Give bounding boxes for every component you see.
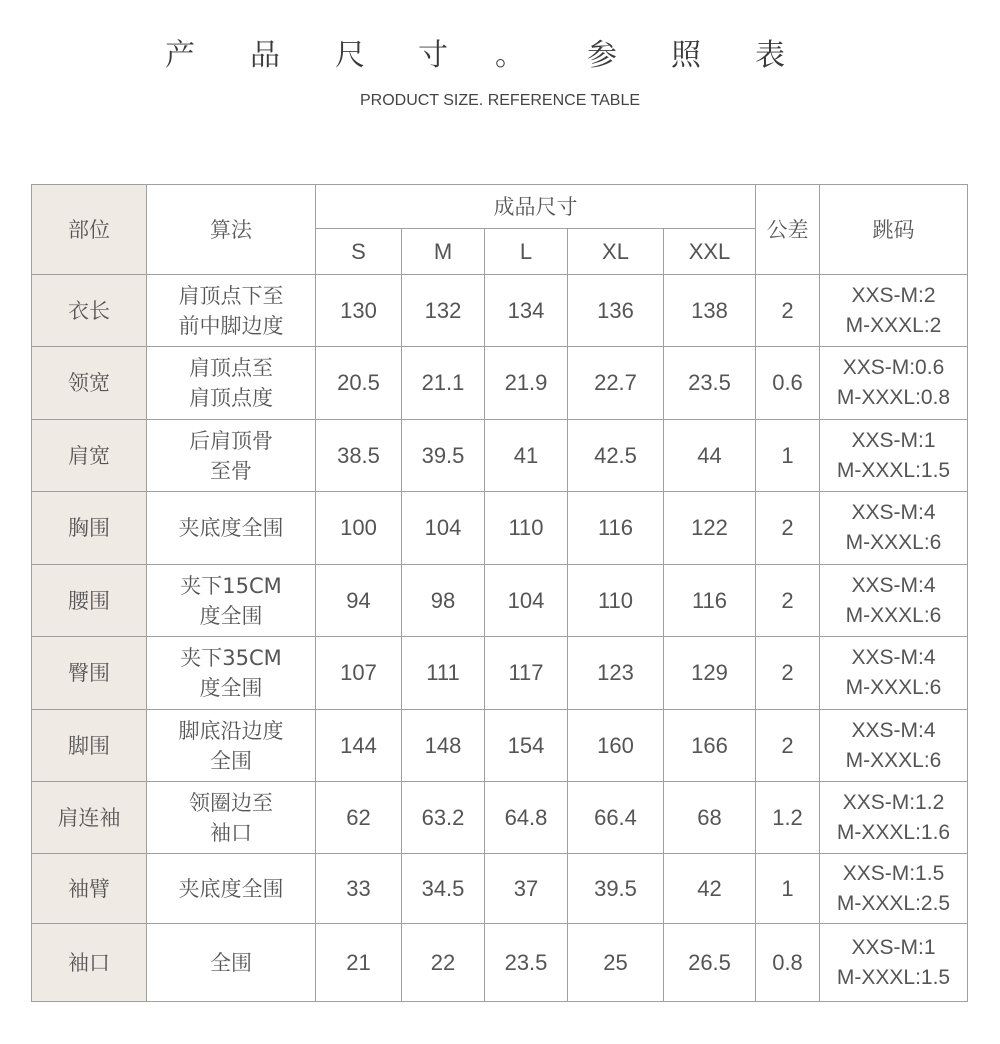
method-line: 夹下35CM bbox=[180, 646, 282, 670]
grading-line: M-XXXL:1.5 bbox=[836, 458, 951, 482]
table-row bbox=[32, 565, 968, 637]
cell-part: 胸围 bbox=[32, 492, 147, 565]
cell-size-value: 22 bbox=[402, 924, 485, 1002]
cell-size-value: 110 bbox=[485, 492, 568, 565]
cell-size-value: 166 bbox=[664, 710, 756, 782]
cell-size-value: 104 bbox=[485, 565, 568, 637]
method-line: 肩顶点度 bbox=[189, 386, 273, 410]
method-line: 夹底度全围 bbox=[178, 876, 284, 901]
page-subtitle: PRODUCT SIZE. REFERENCE TABLE bbox=[359, 92, 641, 109]
title-char: 品 bbox=[250, 38, 280, 73]
method-line: 肩顶点至 bbox=[189, 356, 273, 380]
method-line: 度全围 bbox=[199, 603, 263, 628]
method-line: 全围 bbox=[210, 748, 252, 773]
cell-size-value: 41 bbox=[485, 420, 568, 492]
title-char: 寸 bbox=[418, 38, 448, 73]
cell-tolerance: 1 bbox=[756, 854, 820, 924]
cell-size-value: 39.5 bbox=[568, 854, 664, 924]
grading-line: XXS-M:4 bbox=[851, 501, 936, 524]
cell-size-value: 38.5 bbox=[316, 420, 402, 492]
cell-part: 领宽 bbox=[32, 347, 147, 420]
cell-size-value: 123 bbox=[568, 637, 664, 710]
cell-tolerance: 0.6 bbox=[756, 347, 820, 420]
grading-line: XXS-M:2 bbox=[851, 283, 936, 307]
table-row bbox=[32, 492, 968, 565]
cell-size-value: 68 bbox=[664, 782, 756, 854]
cell-part: 脚围 bbox=[32, 710, 147, 782]
cell-grading bbox=[820, 924, 968, 1002]
cell-method bbox=[147, 924, 316, 1002]
header-part: 部位 bbox=[32, 185, 147, 275]
table-row bbox=[32, 782, 968, 854]
cell-size-value: 160 bbox=[568, 710, 664, 782]
method-line: 后肩顶骨 bbox=[189, 428, 273, 453]
cell-size-value: 20.5 bbox=[316, 347, 402, 420]
cell-size-value: 154 bbox=[485, 710, 568, 782]
table-row bbox=[32, 347, 968, 420]
cell-tolerance: 2 bbox=[756, 492, 820, 565]
cell-size-value: 104 bbox=[402, 492, 485, 565]
cell-part: 肩连袖 bbox=[32, 782, 147, 854]
cell-size-value: 62 bbox=[316, 782, 402, 854]
cell-tolerance: 2 bbox=[756, 565, 820, 637]
header-size: XXL bbox=[664, 229, 756, 275]
cell-size-value: 116 bbox=[568, 492, 664, 565]
table-row bbox=[32, 637, 968, 710]
method-line: 领圈边至 bbox=[189, 790, 273, 815]
method-line: 肩顶点下至 bbox=[178, 283, 284, 308]
header-size: M bbox=[402, 229, 485, 275]
cell-size-value: 100 bbox=[316, 492, 402, 565]
cell-part: 袖臂 bbox=[32, 854, 147, 924]
cell-method bbox=[147, 565, 316, 637]
size-table bbox=[31, 184, 968, 1002]
cell-size-value: 33 bbox=[316, 854, 402, 924]
cell-size-value: 134 bbox=[485, 275, 568, 347]
cell-size-value: 144 bbox=[316, 710, 402, 782]
cell-size-value: 23.5 bbox=[664, 347, 756, 420]
cell-tolerance: 1.2 bbox=[756, 782, 820, 854]
cell-grading bbox=[820, 275, 968, 347]
cell-size-value: 138 bbox=[664, 275, 756, 347]
cell-grading bbox=[820, 565, 968, 637]
cell-grading bbox=[820, 347, 968, 420]
cell-size-value: 64.8 bbox=[485, 782, 568, 854]
grading-line: M-XXXL:2.5 bbox=[836, 891, 951, 915]
cell-size-value: 21.1 bbox=[402, 347, 485, 420]
cell-method bbox=[147, 420, 316, 492]
method-line: 夹底度全围 bbox=[178, 516, 284, 540]
cell-method bbox=[147, 347, 316, 420]
table-row bbox=[32, 420, 968, 492]
cell-size-value: 22.7 bbox=[568, 347, 664, 420]
cell-tolerance: 2 bbox=[756, 275, 820, 347]
cell-size-value: 21 bbox=[316, 924, 402, 1002]
grading-line: M-XXXL:1.6 bbox=[836, 820, 951, 844]
grading-line: M-XXXL:6 bbox=[845, 603, 942, 627]
cell-part: 袖口 bbox=[32, 924, 147, 1002]
cell-grading bbox=[820, 710, 968, 782]
cell-method bbox=[147, 854, 316, 924]
cell-part: 衣长 bbox=[32, 275, 147, 347]
header-finished-size: 成品尺寸 bbox=[316, 185, 756, 229]
cell-size-value: 132 bbox=[402, 275, 485, 347]
table-row bbox=[32, 710, 968, 782]
cell-size-value: 34.5 bbox=[402, 854, 485, 924]
cell-tolerance: 2 bbox=[756, 637, 820, 710]
cell-grading bbox=[820, 420, 968, 492]
grading-line: M-XXXL:6 bbox=[845, 676, 942, 699]
cell-size-value: 116 bbox=[664, 565, 756, 637]
grading-line: M-XXXL:1.5 bbox=[836, 965, 951, 989]
grading-line: XXS-M:1 bbox=[851, 935, 936, 959]
method-line: 度全围 bbox=[199, 676, 263, 700]
grading-line: XXS-M:1.2 bbox=[842, 790, 945, 814]
cell-size-value: 136 bbox=[568, 275, 664, 347]
cell-method bbox=[147, 782, 316, 854]
cell-method bbox=[147, 275, 316, 347]
cell-grading bbox=[820, 492, 968, 565]
cell-tolerance: 2 bbox=[756, 710, 820, 782]
method-line: 夹下15CM bbox=[180, 573, 282, 598]
header-size: XL bbox=[568, 229, 664, 275]
cell-size-value: 117 bbox=[485, 637, 568, 710]
cell-grading bbox=[820, 854, 968, 924]
grading-line: XXS-M:1.5 bbox=[842, 861, 945, 885]
method-line: 全围 bbox=[210, 950, 252, 975]
header-size: S bbox=[316, 229, 402, 275]
grading-line: XXS-M:1 bbox=[851, 428, 936, 452]
grading-line: XXS-M:4 bbox=[851, 573, 936, 597]
header-size: L bbox=[485, 229, 568, 275]
header-tolerance: 公差 bbox=[756, 185, 820, 275]
grading-line: M-XXXL:0.8 bbox=[836, 386, 951, 409]
cell-method bbox=[147, 492, 316, 565]
cell-part: 臀围 bbox=[32, 637, 147, 710]
cell-size-value: 25 bbox=[568, 924, 664, 1002]
cell-size-value: 107 bbox=[316, 637, 402, 710]
grading-line: XXS-M:4 bbox=[851, 646, 936, 669]
cell-size-value: 42.5 bbox=[568, 420, 664, 492]
title-char: 表 bbox=[755, 38, 785, 73]
cell-grading bbox=[820, 782, 968, 854]
grading-line: M-XXXL:6 bbox=[845, 531, 942, 554]
table-row bbox=[32, 275, 968, 347]
table-row bbox=[32, 854, 968, 924]
table-row bbox=[32, 924, 968, 1002]
cell-size-value: 42 bbox=[664, 854, 756, 924]
cell-grading bbox=[820, 637, 968, 710]
cell-size-value: 37 bbox=[485, 854, 568, 924]
method-line: 至骨 bbox=[210, 458, 252, 483]
cell-size-value: 66.4 bbox=[568, 782, 664, 854]
grading-line: M-XXXL:6 bbox=[845, 748, 942, 772]
cell-size-value: 98 bbox=[402, 565, 485, 637]
cell-size-value: 129 bbox=[664, 637, 756, 710]
grading-line: XXS-M:4 bbox=[851, 718, 936, 742]
cell-size-value: 23.5 bbox=[485, 924, 568, 1002]
cell-size-value: 21.9 bbox=[485, 347, 568, 420]
title-char: 。 bbox=[495, 38, 525, 73]
grading-line: XXS-M:0.6 bbox=[842, 356, 945, 379]
title-char: 照 bbox=[671, 38, 701, 73]
cell-size-value: 122 bbox=[664, 492, 756, 565]
cell-size-value: 44 bbox=[664, 420, 756, 492]
cell-size-value: 110 bbox=[568, 565, 664, 637]
cell-size-value: 130 bbox=[316, 275, 402, 347]
cell-tolerance: 1 bbox=[756, 420, 820, 492]
cell-part: 肩宽 bbox=[32, 420, 147, 492]
cell-method bbox=[147, 710, 316, 782]
method-line: 袖口 bbox=[210, 820, 252, 845]
method-line: 前中脚边度 bbox=[178, 313, 284, 338]
title-char: 产 bbox=[165, 38, 195, 73]
method-line: 脚底沿边度 bbox=[178, 718, 284, 743]
grading-line: M-XXXL:2 bbox=[845, 313, 942, 337]
cell-size-value: 94 bbox=[316, 565, 402, 637]
cell-size-value: 111 bbox=[402, 637, 485, 710]
header-method: 算法 bbox=[147, 185, 316, 275]
cell-tolerance: 0.8 bbox=[756, 924, 820, 1002]
cell-size-value: 39.5 bbox=[402, 420, 485, 492]
cell-method bbox=[147, 637, 316, 710]
cell-size-value: 26.5 bbox=[664, 924, 756, 1002]
title-char: 参 bbox=[587, 38, 617, 73]
cell-size-value: 63.2 bbox=[402, 782, 485, 854]
header-grading: 跳码 bbox=[820, 185, 968, 275]
cell-part: 腰围 bbox=[32, 565, 147, 637]
title-char: 尺 bbox=[335, 38, 365, 73]
cell-size-value: 148 bbox=[402, 710, 485, 782]
